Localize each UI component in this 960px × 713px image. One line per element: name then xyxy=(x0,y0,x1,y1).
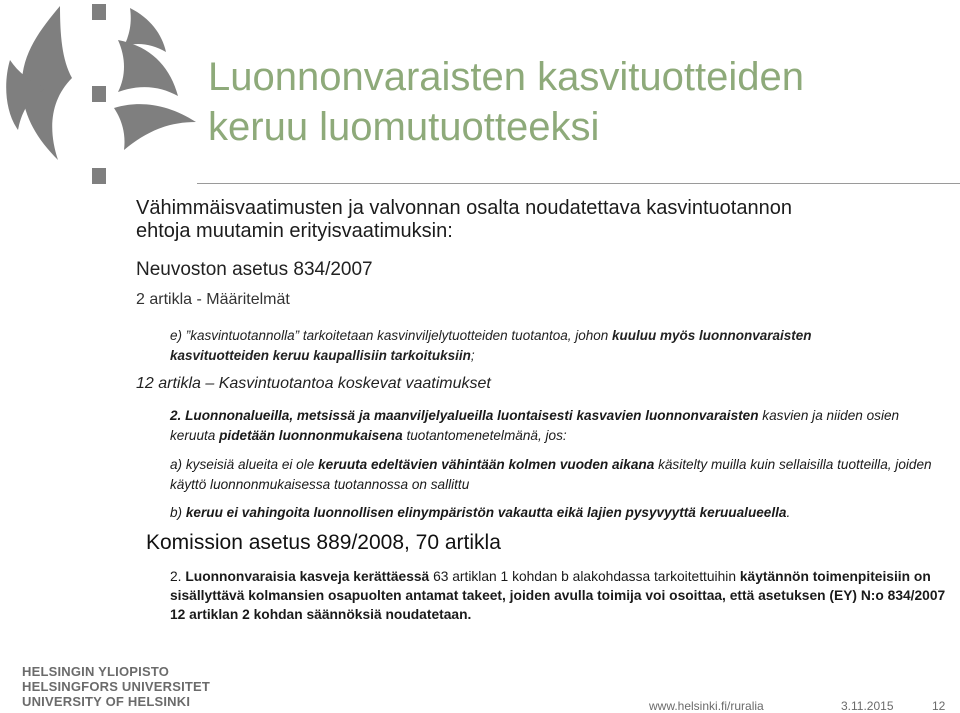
condition-a-text-2: käsitelty muilla kuin sellaisilla tuotteilla, joiden käyttö luonnonmukaisessa tuotannossa on sallittu xyxy=(170,457,932,492)
intro-line-1: Vähimmäisvaatimusten ja valvonnan osalta noudatettava kasvintuotannon xyxy=(136,197,792,219)
slide-title-line-1: Luonnonvaraisten kasvituotteiden xyxy=(208,55,804,99)
para-2-text-2: tuotantomenetelmänä, jos: xyxy=(402,428,567,443)
commission-heading: Komission asetus 889/2008, 70 artikla xyxy=(146,531,501,554)
footer-date: 3.11.2015 xyxy=(841,699,894,713)
article-12-para-2 xyxy=(170,406,940,446)
regulation-heading: Neuvoston asetus 834/2007 xyxy=(136,259,373,280)
condition-b-text-1: b) xyxy=(170,505,186,520)
commission-bold-2: käytännön toimenpiteisiin on sisällyttävä kolmansien osapuolten antamat takeet, joiden avulla toimija voi osoittaa, että asetuksen (EY) N:o 834/2007 12 artiklan 2 kohdan säännöksiä noudatetaan. xyxy=(170,569,946,622)
condition-a-bold: keruuta edeltävien vähintään kolmen vuoden aikana xyxy=(318,457,655,472)
intro-line-2: ehtoja muutamin erityisvaatimuksin: xyxy=(136,220,453,242)
slide-title-line-2: keruu luomutuotteeksi xyxy=(208,105,600,149)
commission-text-1: 2. xyxy=(170,569,186,584)
footer-url: www.helsinki.fi/ruralia xyxy=(649,699,764,713)
commission-paragraph xyxy=(170,567,950,624)
para-2-bold-1: 2. Luonnonalueilla, metsissä ja maanviljelyalueilla luontaisesti kasvavien luonnonvaraisten xyxy=(170,408,759,423)
condition-b-bold: keruu ei vahingoita luonnollisen elinympäristön vakautta eikä lajien pysyvyyttä keruualueella xyxy=(185,505,787,520)
wordmark-line-fi: HELSINGIN YLIOPISTO xyxy=(22,664,170,679)
commission-text-2: 63 artiklan 1 kohdan b alakohdassa tarkoitettuihin xyxy=(429,569,740,584)
slide-title xyxy=(208,52,948,152)
para-2-text-1: kasvien ja niiden osien keruuta xyxy=(170,408,900,443)
page-number: 12 xyxy=(932,699,946,713)
wordmark-line-sv: HELSINGFORS UNIVERSITET xyxy=(22,679,211,694)
definition-e-lead: e) ”kasvintuotannolla” tarkoitetaan kasvinviljelytuotteiden tuotantoa, johon xyxy=(170,328,613,343)
para-2-bold-2: pidetään luonnonmukaisena xyxy=(219,428,403,443)
intro-text xyxy=(136,197,936,243)
condition-a-paragraph xyxy=(170,455,940,495)
title-divider xyxy=(197,183,960,184)
condition-a-text-1: a) kyseisiä alueita ei ole xyxy=(170,457,319,472)
university-flame-logo xyxy=(0,0,210,200)
commission-bold-1: Luonnonvaraisia kasveja kerättäessä xyxy=(185,569,430,584)
definition-e-bold: kuuluu myös luonnonvaraisten kasvituotteiden keruu kaupallisiin tarkoituksiin xyxy=(170,328,812,363)
definition-e-tail: ; xyxy=(470,348,475,363)
article-12-heading: 12 artikla – Kasvintuotantoa koskevat vaatimukset xyxy=(136,375,491,392)
condition-b-paragraph xyxy=(170,503,960,523)
wordmark-line-en: UNIVERSITY OF HELSINKI xyxy=(22,694,191,709)
condition-b-text-2: . xyxy=(786,505,791,520)
university-wordmark xyxy=(22,664,210,709)
definition-e-paragraph xyxy=(170,326,870,366)
article-2-heading: 2 artikla - Määritelmät xyxy=(136,291,290,308)
